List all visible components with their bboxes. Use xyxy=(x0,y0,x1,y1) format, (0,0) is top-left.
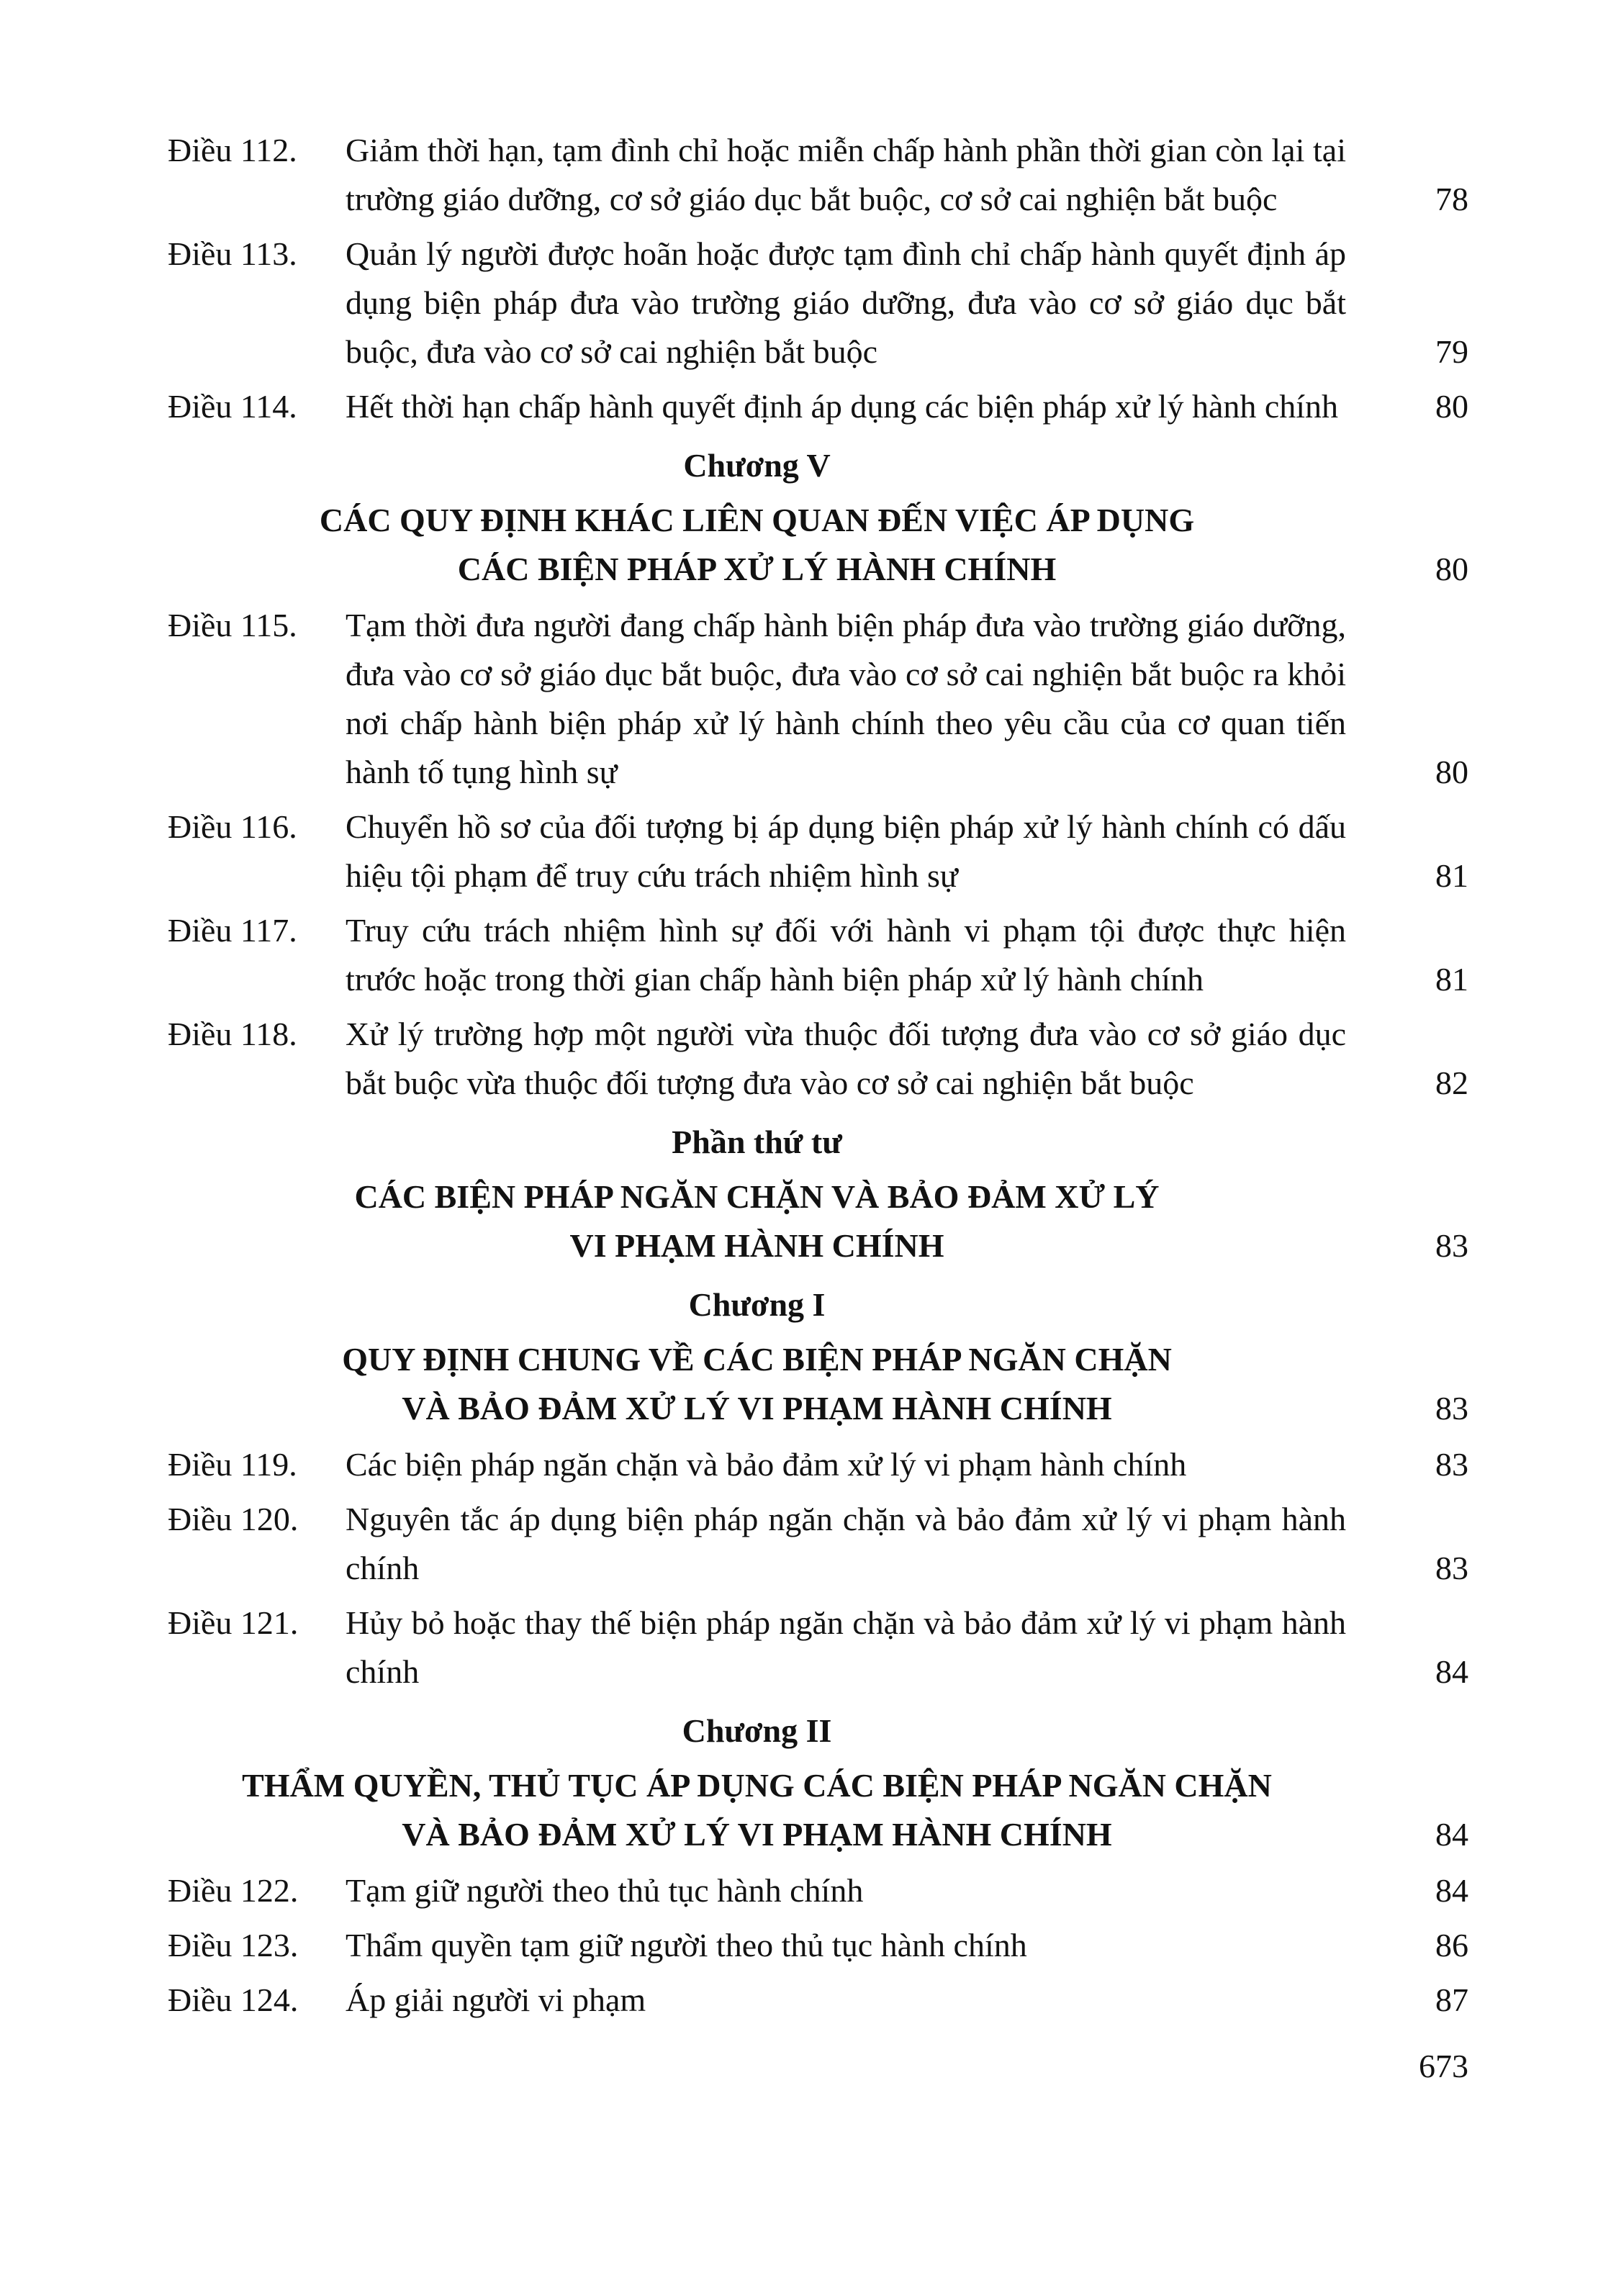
chapter-page-number: 84 xyxy=(1435,1816,1468,1853)
article-page-number: 81 xyxy=(1435,857,1468,894)
part-page-number: 83 xyxy=(1435,1227,1468,1264)
chapter-heading-2 xyxy=(168,1707,1468,1859)
part-title-line-1: CÁC BIỆN PHÁP NGĂN CHẶN VÀ BẢO ĐẢM XỬ LÝ xyxy=(354,1178,1160,1215)
article-page-number: 80 xyxy=(1435,754,1468,790)
toc-entry-article-116 xyxy=(168,803,1468,900)
article-page-number: 82 xyxy=(1435,1065,1468,1101)
article-page-number: 83 xyxy=(1435,1446,1468,1483)
article-title: Hết thời hạn chấp hành quyết định áp dụng các biện pháp xử lý hành chính xyxy=(346,388,1339,425)
article-page-number: 78 xyxy=(1435,181,1468,217)
article-page-number: 84 xyxy=(1435,1653,1468,1690)
toc-entry-article-123 xyxy=(168,1921,1468,1970)
article-label: Điều 114. xyxy=(168,388,297,425)
part-number: Phần thứ tư xyxy=(672,1124,842,1160)
article-label: Điều 119. xyxy=(168,1446,297,1483)
article-title: Tạm giữ người theo thủ tục hành chính xyxy=(346,1872,864,1909)
chapter-title-line-1: QUY ĐỊNH CHUNG VỀ CÁC BIỆN PHÁP NGĂN CHẶN xyxy=(342,1341,1172,1378)
toc-entry-article-115 xyxy=(168,601,1468,797)
toc-entry-article-119 xyxy=(168,1440,1468,1489)
toc-entry-article-114 xyxy=(168,382,1468,431)
article-page-number: 80 xyxy=(1435,388,1468,425)
article-label: Điều 115. xyxy=(168,607,297,643)
chapter-title-line-2: CÁC BIỆN PHÁP XỬ LÝ HÀNH CHÍNH xyxy=(457,551,1057,587)
chapter-heading-v xyxy=(168,441,1468,594)
toc-entry-article-117 xyxy=(168,906,1468,1004)
chapter-title-line-1: CÁC QUY ĐỊNH KHÁC LIÊN QUAN ĐẾN VIỆC ÁP DỤNG xyxy=(319,502,1195,538)
article-title: Tạm thời đưa người đang chấp hành biện pháp đưa vào trường giáo dưỡng, đưa vào cơ sở giáo dục bắt buộc, đưa vào cơ sở cai nghiện bắt buộc ra khỏi nơi chấp hành biện pháp xử lý hành chính theo yêu cầu của cơ quan tiến hành tố tụng hình sự xyxy=(346,607,1346,790)
article-label: Điều 112. xyxy=(168,132,297,168)
article-title: Nguyên tắc áp dụng biện pháp ngăn chặn và bảo đảm xử lý vi phạm hành chính xyxy=(346,1501,1346,1586)
chapter-heading-1 xyxy=(168,1280,1468,1433)
chapter-title-line-1: THẨM QUYỀN, THỦ TỤC ÁP DỤNG CÁC BIỆN PHÁP NGĂN CHẶN xyxy=(242,1767,1272,1804)
article-label: Điều 121. xyxy=(168,1604,299,1641)
article-label: Điều 113. xyxy=(168,235,297,272)
chapter-number: Chương I xyxy=(688,1286,826,1323)
article-page-number: 84 xyxy=(1435,1872,1468,1909)
article-label: Điều 116. xyxy=(168,808,297,845)
article-page-number: 86 xyxy=(1435,1927,1468,1963)
book-page-number: 673 xyxy=(1419,2048,1468,2084)
article-label: Điều 124. xyxy=(168,1981,299,2018)
article-label: Điều 118. xyxy=(168,1016,297,1052)
chapter-title-line-2: VÀ BẢO ĐẢM XỬ LÝ VI PHẠM HÀNH CHÍNH xyxy=(402,1816,1112,1853)
article-title: Truy cứu trách nhiệm hình sự đối với hành vi phạm tội được thực hiện trước hoặc trong thời gian chấp hành biện pháp xử lý hành chính xyxy=(346,912,1346,998)
toc-entry-article-112 xyxy=(168,126,1468,224)
toc-entry-article-113 xyxy=(168,230,1468,376)
article-page-number: 79 xyxy=(1435,333,1468,370)
article-label: Điều 120. xyxy=(168,1501,299,1537)
toc-entry-article-118 xyxy=(168,1010,1468,1108)
article-title: Thẩm quyền tạm giữ người theo thủ tục hành chính xyxy=(346,1927,1027,1963)
article-page-number: 83 xyxy=(1435,1550,1468,1586)
article-label: Điều 122. xyxy=(168,1872,299,1909)
article-title: Giảm thời hạn, tạm đình chỉ hoặc miễn chấp hành phần thời gian còn lại tại trường giáo dưỡng, cơ sở giáo dục bắt buộc, cơ sở cai nghiện bắt buộc xyxy=(346,132,1346,217)
article-title: Hủy bỏ hoặc thay thế biện pháp ngăn chặn và bảo đảm xử lý vi phạm hành chính xyxy=(346,1604,1346,1690)
article-title: Chuyển hồ sơ của đối tượng bị áp dụng biện pháp xử lý hành chính có dấu hiệu tội phạm để truy cứu trách nhiệm hình sự xyxy=(346,808,1346,894)
article-page-number: 87 xyxy=(1435,1981,1468,2018)
article-label: Điều 123. xyxy=(168,1927,299,1963)
chapter-title-line-2: VÀ BẢO ĐẢM XỬ LÝ VI PHẠM HÀNH CHÍNH xyxy=(402,1390,1112,1427)
toc-list xyxy=(168,126,1468,2091)
chapter-number: Chương II xyxy=(682,1712,832,1749)
article-title: Các biện pháp ngăn chặn và bảo đảm xử lý vi phạm hành chính xyxy=(346,1446,1187,1483)
chapter-page-number: 80 xyxy=(1435,551,1468,587)
part-title-line-2: VI PHẠM HÀNH CHÍNH xyxy=(569,1227,944,1264)
toc-entry-article-122 xyxy=(168,1866,1468,1915)
article-label: Điều 117. xyxy=(168,912,297,949)
article-title: Xử lý trường hợp một người vừa thuộc đối tượng đưa vào cơ sở giáo dục bắt buộc vừa thuộc đối tượng đưa vào cơ sở cai nghiện bắt buộc xyxy=(346,1016,1346,1101)
article-title: Áp giải người vi phạm xyxy=(346,1981,646,2018)
article-title: Quản lý người được hoãn hoặc được tạm đình chỉ chấp hành quyết định áp dụng biện pháp đưa vào trường giáo dưỡng, đưa vào cơ sở giáo dục bắt buộc, đưa vào cơ sở cai nghiện bắt buộc xyxy=(346,235,1346,370)
toc-entry-article-124 xyxy=(168,1976,1468,2025)
part-heading-4 xyxy=(168,1118,1468,1270)
article-page-number: 81 xyxy=(1435,961,1468,998)
chapter-page-number: 83 xyxy=(1435,1390,1468,1427)
toc-entry-article-121 xyxy=(168,1599,1468,1696)
chapter-number: Chương V xyxy=(683,447,831,484)
toc-entry-article-120 xyxy=(168,1495,1468,1593)
